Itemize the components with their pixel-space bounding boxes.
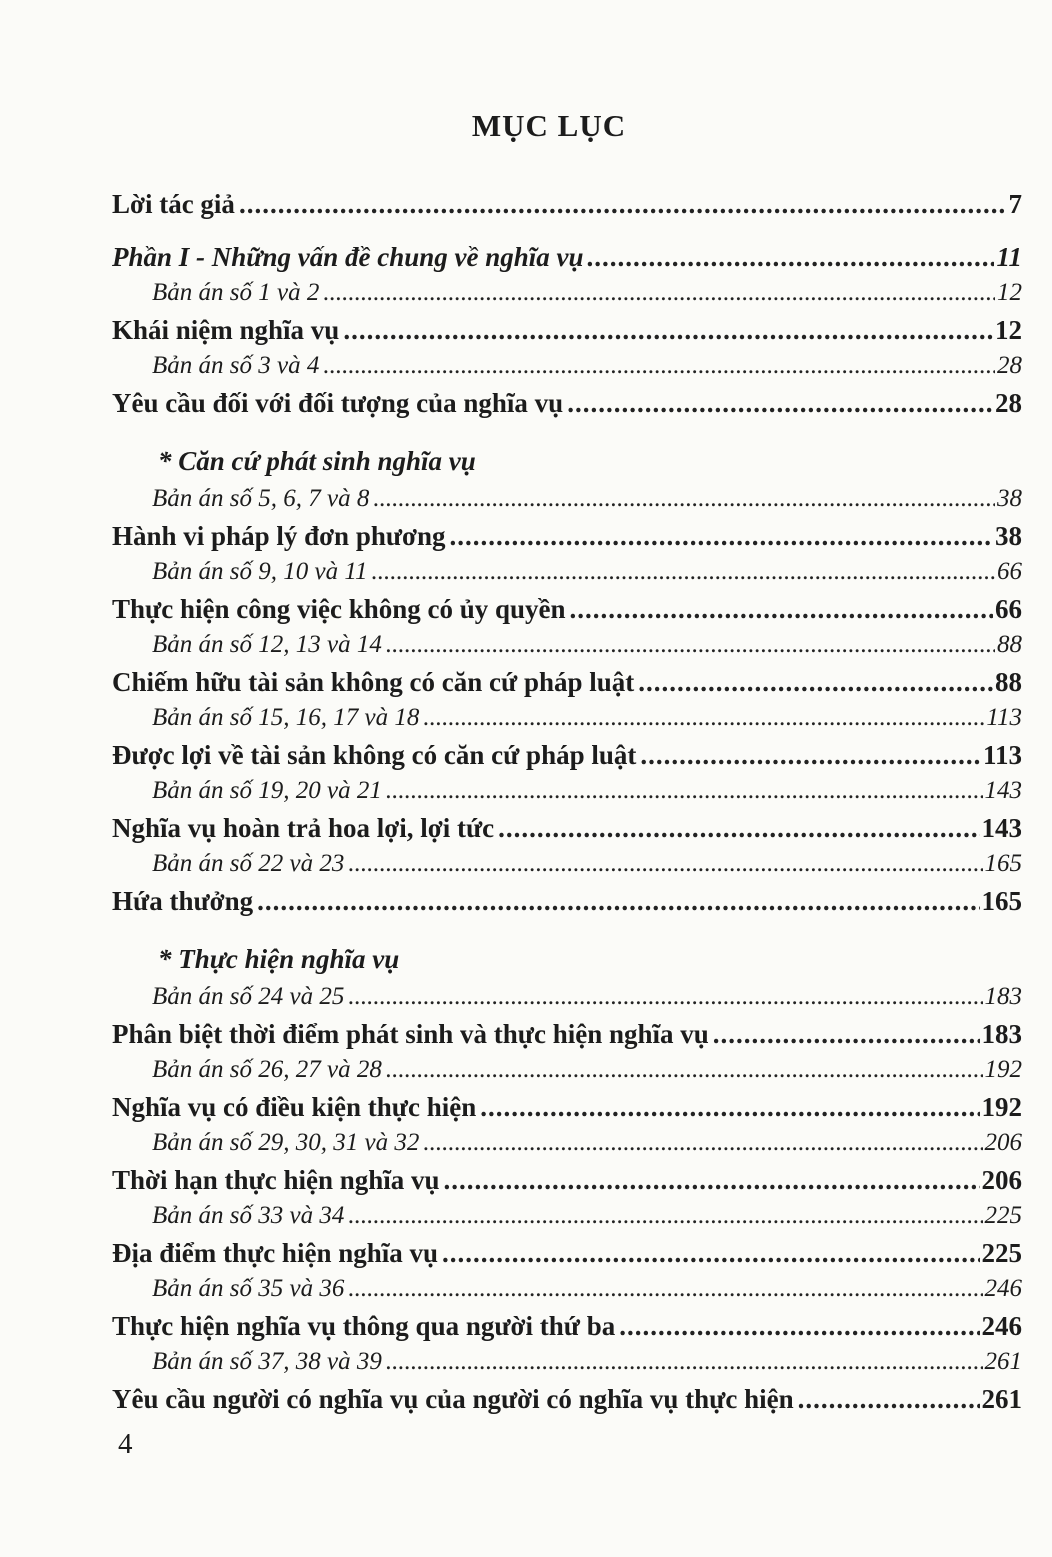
toc-entry-label: Thời hạn thực hiện nghĩa vụ (112, 1164, 440, 1195)
toc-entry-page: 261 (984, 1348, 1022, 1375)
toc-entry (112, 1089, 1022, 1126)
toc-section-heading (112, 441, 1022, 481)
toc-entry-label: Hành vi pháp lý đơn phương (112, 520, 446, 551)
toc-entry-page: 165 (984, 850, 1022, 877)
dot-leader (638, 737, 981, 774)
toc-entry-label: Bản án số 35 và 36 (152, 1275, 345, 1302)
dot-leader (565, 385, 993, 422)
dot-leader (478, 1089, 979, 1126)
toc-entry-label: Bản án số 26, 27 và 28 (152, 1056, 382, 1083)
toc-entry (112, 1052, 1022, 1089)
dot-leader (237, 186, 1007, 223)
table-of-contents (112, 186, 1022, 1417)
toc-entry-label: Được lợi về tài sản không có căn cứ pháp luật (112, 739, 637, 770)
toc-entry-label: Bản án số 33 và 34 (152, 1202, 345, 1229)
toc-entry (112, 1016, 1022, 1053)
toc-entry-page: 246 (984, 1275, 1022, 1302)
toc-entry-label: Bản án số 9, 10 và 11 (152, 558, 368, 585)
dot-leader (255, 883, 979, 920)
toc-entry (112, 591, 1022, 628)
toc-entry-label: Bản án số 1 và 2 (152, 279, 320, 306)
toc-entry (112, 1125, 1022, 1162)
dot-leader (568, 591, 993, 628)
dot-leader (321, 348, 995, 385)
toc-entry (112, 481, 1022, 518)
toc-entry-label: Bản án số 19, 20 và 21 (152, 777, 382, 804)
toc-entry-page: 113 (986, 704, 1022, 731)
dot-leader (341, 312, 993, 349)
toc-entry-label: Bản án số 22 và 23 (152, 850, 345, 877)
toc-entry-page: 206 (981, 1164, 1022, 1195)
dot-leader (448, 518, 993, 555)
dot-leader (421, 700, 984, 737)
toc-entry (112, 1381, 1022, 1418)
toc-entry-label: * Thực hiện nghĩa vụ (158, 944, 400, 974)
toc-entry-page: 192 (981, 1091, 1022, 1122)
dot-leader (384, 1344, 983, 1381)
toc-entry (112, 1162, 1022, 1199)
toc-entry-label: Chiếm hữu tài sản không có căn cứ pháp luật (112, 666, 635, 697)
page-title: MỤC LỤC (471, 108, 627, 143)
toc-entry (112, 1344, 1022, 1381)
toc-entry (112, 554, 1022, 591)
dot-leader (711, 1016, 980, 1053)
dot-leader (796, 1381, 980, 1418)
toc-entry (112, 518, 1022, 555)
toc-entry-label: Bản án số 29, 30, 31 và 32 (152, 1129, 420, 1156)
toc-entry-label: Yêu cầu người có nghĩa vụ của người có nghĩa vụ thực hiện (112, 1383, 794, 1414)
toc-entry-page: 7 (1008, 189, 1022, 219)
dot-leader (586, 239, 995, 276)
toc-entry-page: 66 (995, 593, 1022, 624)
toc-entry (112, 1235, 1022, 1272)
dot-leader (617, 1308, 979, 1345)
toc-entry-label: Bản án số 3 và 4 (152, 352, 320, 379)
toc-entry-page: 261 (981, 1383, 1022, 1414)
toc-entry-page: 66 (997, 558, 1022, 585)
toc-entry-label: Bản án số 5, 6, 7 và 8 (152, 485, 370, 512)
toc-entry (112, 239, 1022, 276)
dot-leader (370, 554, 996, 591)
toc-entry-page: 143 (981, 812, 1022, 843)
toc-entry (112, 810, 1022, 847)
toc-entry-label: Thực hiện nghĩa vụ thông qua người thứ ba (112, 1310, 616, 1341)
toc-entry (112, 312, 1022, 349)
dot-leader (371, 481, 995, 518)
toc-entry-page: 183 (981, 1018, 1022, 1049)
toc-entry-label: Bản án số 24 và 25 (152, 983, 345, 1010)
toc-entry (112, 627, 1022, 664)
toc-section-heading (112, 939, 1022, 979)
dot-leader (346, 1271, 982, 1308)
toc-entry-label: Địa điểm thực hiện nghĩa vụ (112, 1237, 439, 1268)
toc-entry-page: 38 (995, 520, 1022, 551)
toc-entry-label: Phân biệt thời điểm phát sinh và thực hiện nghĩa vụ (112, 1018, 709, 1049)
dot-leader (496, 810, 979, 847)
toc-entry (112, 773, 1022, 810)
dot-leader (636, 664, 993, 701)
toc-entry-page: 143 (984, 777, 1022, 804)
toc-entry-page: 183 (984, 983, 1022, 1010)
toc-entry-label: Bản án số 15, 16, 17 và 18 (152, 704, 420, 731)
toc-entry-label: Thực hiện công việc không có ủy quyền (112, 593, 566, 624)
toc-entry (112, 1198, 1022, 1235)
toc-entry-label: * Căn cứ phát sinh nghĩa vụ (158, 446, 476, 476)
toc-entry-page: 12 (997, 279, 1022, 306)
toc-entry-page: 206 (984, 1129, 1022, 1156)
dot-leader (384, 773, 983, 810)
toc-entry-page: 246 (981, 1310, 1022, 1341)
toc-entry (112, 846, 1022, 883)
toc-entry-page: 225 (981, 1237, 1022, 1268)
toc-entry (112, 883, 1022, 920)
toc-entry (112, 1271, 1022, 1308)
toc-entry (112, 348, 1022, 385)
toc-entry (112, 275, 1022, 312)
toc-entry (112, 700, 1022, 737)
toc-entry-label: Khái niệm nghĩa vụ (112, 314, 340, 345)
toc-entry-page: 192 (984, 1056, 1022, 1083)
dot-leader (442, 1162, 980, 1199)
toc-entry-page: 88 (997, 631, 1022, 658)
toc-entry-page: 165 (981, 885, 1022, 916)
toc-entry (112, 186, 1022, 223)
toc-entry-page: 28 (997, 352, 1022, 379)
dot-leader (346, 846, 982, 883)
toc-entry-label: Hứa thưởng (112, 885, 254, 916)
toc-entry-label: Bản án số 37, 38 và 39 (152, 1348, 382, 1375)
toc-entry-label: Phần I - Những vấn đề chung về nghĩa vụ (112, 241, 584, 272)
page-number: 4 (118, 1428, 133, 1460)
toc-entry-label: Lời tác giả (112, 189, 235, 219)
toc-entry-label: Nghĩa vụ có điều kiện thực hiện (112, 1091, 477, 1122)
toc-entry-page: 38 (997, 485, 1022, 512)
dot-leader (346, 979, 982, 1016)
toc-entry-page: 28 (995, 387, 1022, 418)
toc-entry (112, 737, 1022, 774)
toc-entry-label: Yêu cầu đối với đối tượng của nghĩa vụ (112, 387, 564, 418)
toc-entry-page: 113 (982, 739, 1022, 770)
toc-entry-label: Bản án số 12, 13 và 14 (152, 631, 382, 658)
toc-entry (112, 1308, 1022, 1345)
toc-entry-page: 12 (995, 314, 1022, 345)
toc-entry-page: 225 (984, 1202, 1022, 1229)
dot-leader (321, 275, 995, 312)
toc-entry-page: 11 (996, 241, 1022, 272)
dot-leader (346, 1198, 982, 1235)
dot-leader (384, 627, 995, 664)
dot-leader (440, 1235, 979, 1272)
toc-entry (112, 664, 1022, 701)
toc-entry (112, 979, 1022, 1016)
dot-leader (421, 1125, 982, 1162)
toc-entry-label: Nghĩa vụ hoàn trả hoa lợi, lợi tức (112, 812, 495, 843)
dot-leader (384, 1052, 983, 1089)
toc-entry-page: 88 (995, 666, 1022, 697)
toc-entry (112, 385, 1022, 422)
